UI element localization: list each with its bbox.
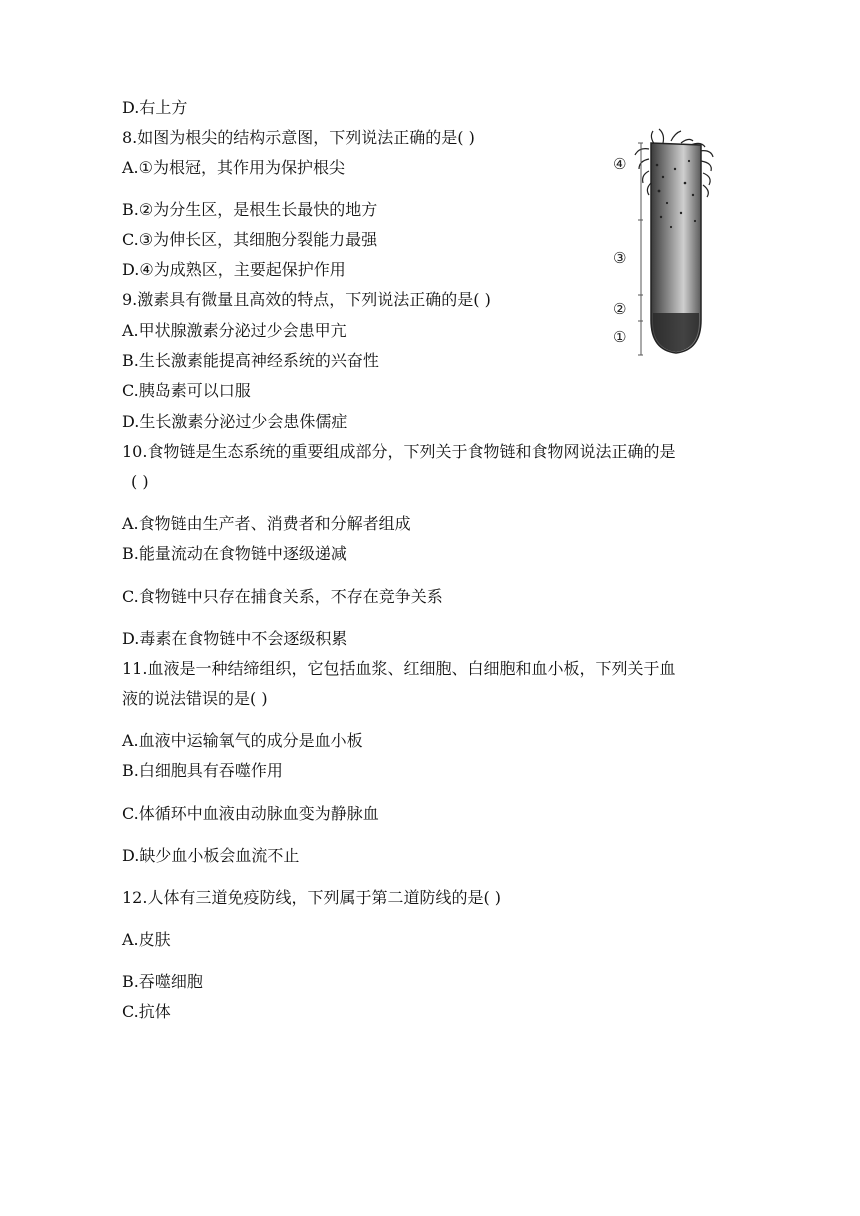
option-9c: C.胰岛素可以口服: [122, 381, 251, 400]
label-zone-3: ③: [613, 249, 627, 267]
option-7d: D.右上方: [122, 98, 188, 117]
option-12b: B.吞噬细胞: [122, 972, 203, 991]
option-11b: B.白细胞具有吞噬作用: [122, 761, 283, 780]
option-9d: D.生长激素分泌过少会患侏儒症: [122, 412, 348, 431]
root-tip-diagram: [605, 125, 745, 360]
option-11c: C.体循环中血液由动脉血变为静脉血: [122, 804, 379, 823]
question-11-cont: 液的说法错误的是( ): [122, 689, 268, 708]
option-10c: C.食物链中只存在捕食关系，不存在竞争关系: [122, 587, 443, 606]
question-12: 12.人体有三道免疫防线，下列属于第二道防线的是( ): [122, 888, 502, 907]
question-10: 10.食物链是生态系统的重要组成部分，下列关于食物链和食物网说法正确的是: [122, 442, 676, 461]
option-8a: A.①为根冠，其作用为保护根尖: [122, 158, 345, 177]
question-9: 9.激素具有微量且高效的特点，下列说法正确的是( ): [122, 290, 491, 309]
option-8d: D.④为成熟区，主要起保护作用: [122, 260, 346, 279]
question-11: 11.血液是一种结缔组织，它包括血浆、红细胞、白细胞和血小板，下列关于血: [122, 659, 676, 678]
option-12a: A.皮肤: [122, 930, 171, 949]
label-zone-1: ①: [613, 328, 627, 346]
option-11d: D.缺少血小板会血流不止: [122, 846, 300, 865]
label-zone-4: ④: [613, 155, 627, 173]
option-10a: A.食物链由生产者、消费者和分解者组成: [122, 514, 411, 533]
option-8b: B.②为分生区，是根生长最快的地方: [122, 200, 378, 219]
option-9b: B.生长激素能提高神经系统的兴奋性: [122, 351, 379, 370]
option-8c: C.③为伸长区，其细胞分裂能力最强: [122, 230, 378, 249]
option-12c: C.抗体: [122, 1002, 171, 1021]
question-10-paren: ( ): [131, 472, 149, 491]
option-10b: B.能量流动在食物链中逐级递减: [122, 544, 347, 563]
option-9a: A.甲状腺激素分泌过少会患甲亢: [122, 321, 347, 340]
question-8: 8.如图为根尖的结构示意图，下列说法正确的是( ): [122, 128, 475, 147]
option-10d: D.毒素在食物链中不会逐级积累: [122, 629, 348, 648]
label-zone-2: ②: [613, 300, 627, 318]
option-11a: A.血液中运输氧气的成分是血小板: [122, 731, 363, 750]
